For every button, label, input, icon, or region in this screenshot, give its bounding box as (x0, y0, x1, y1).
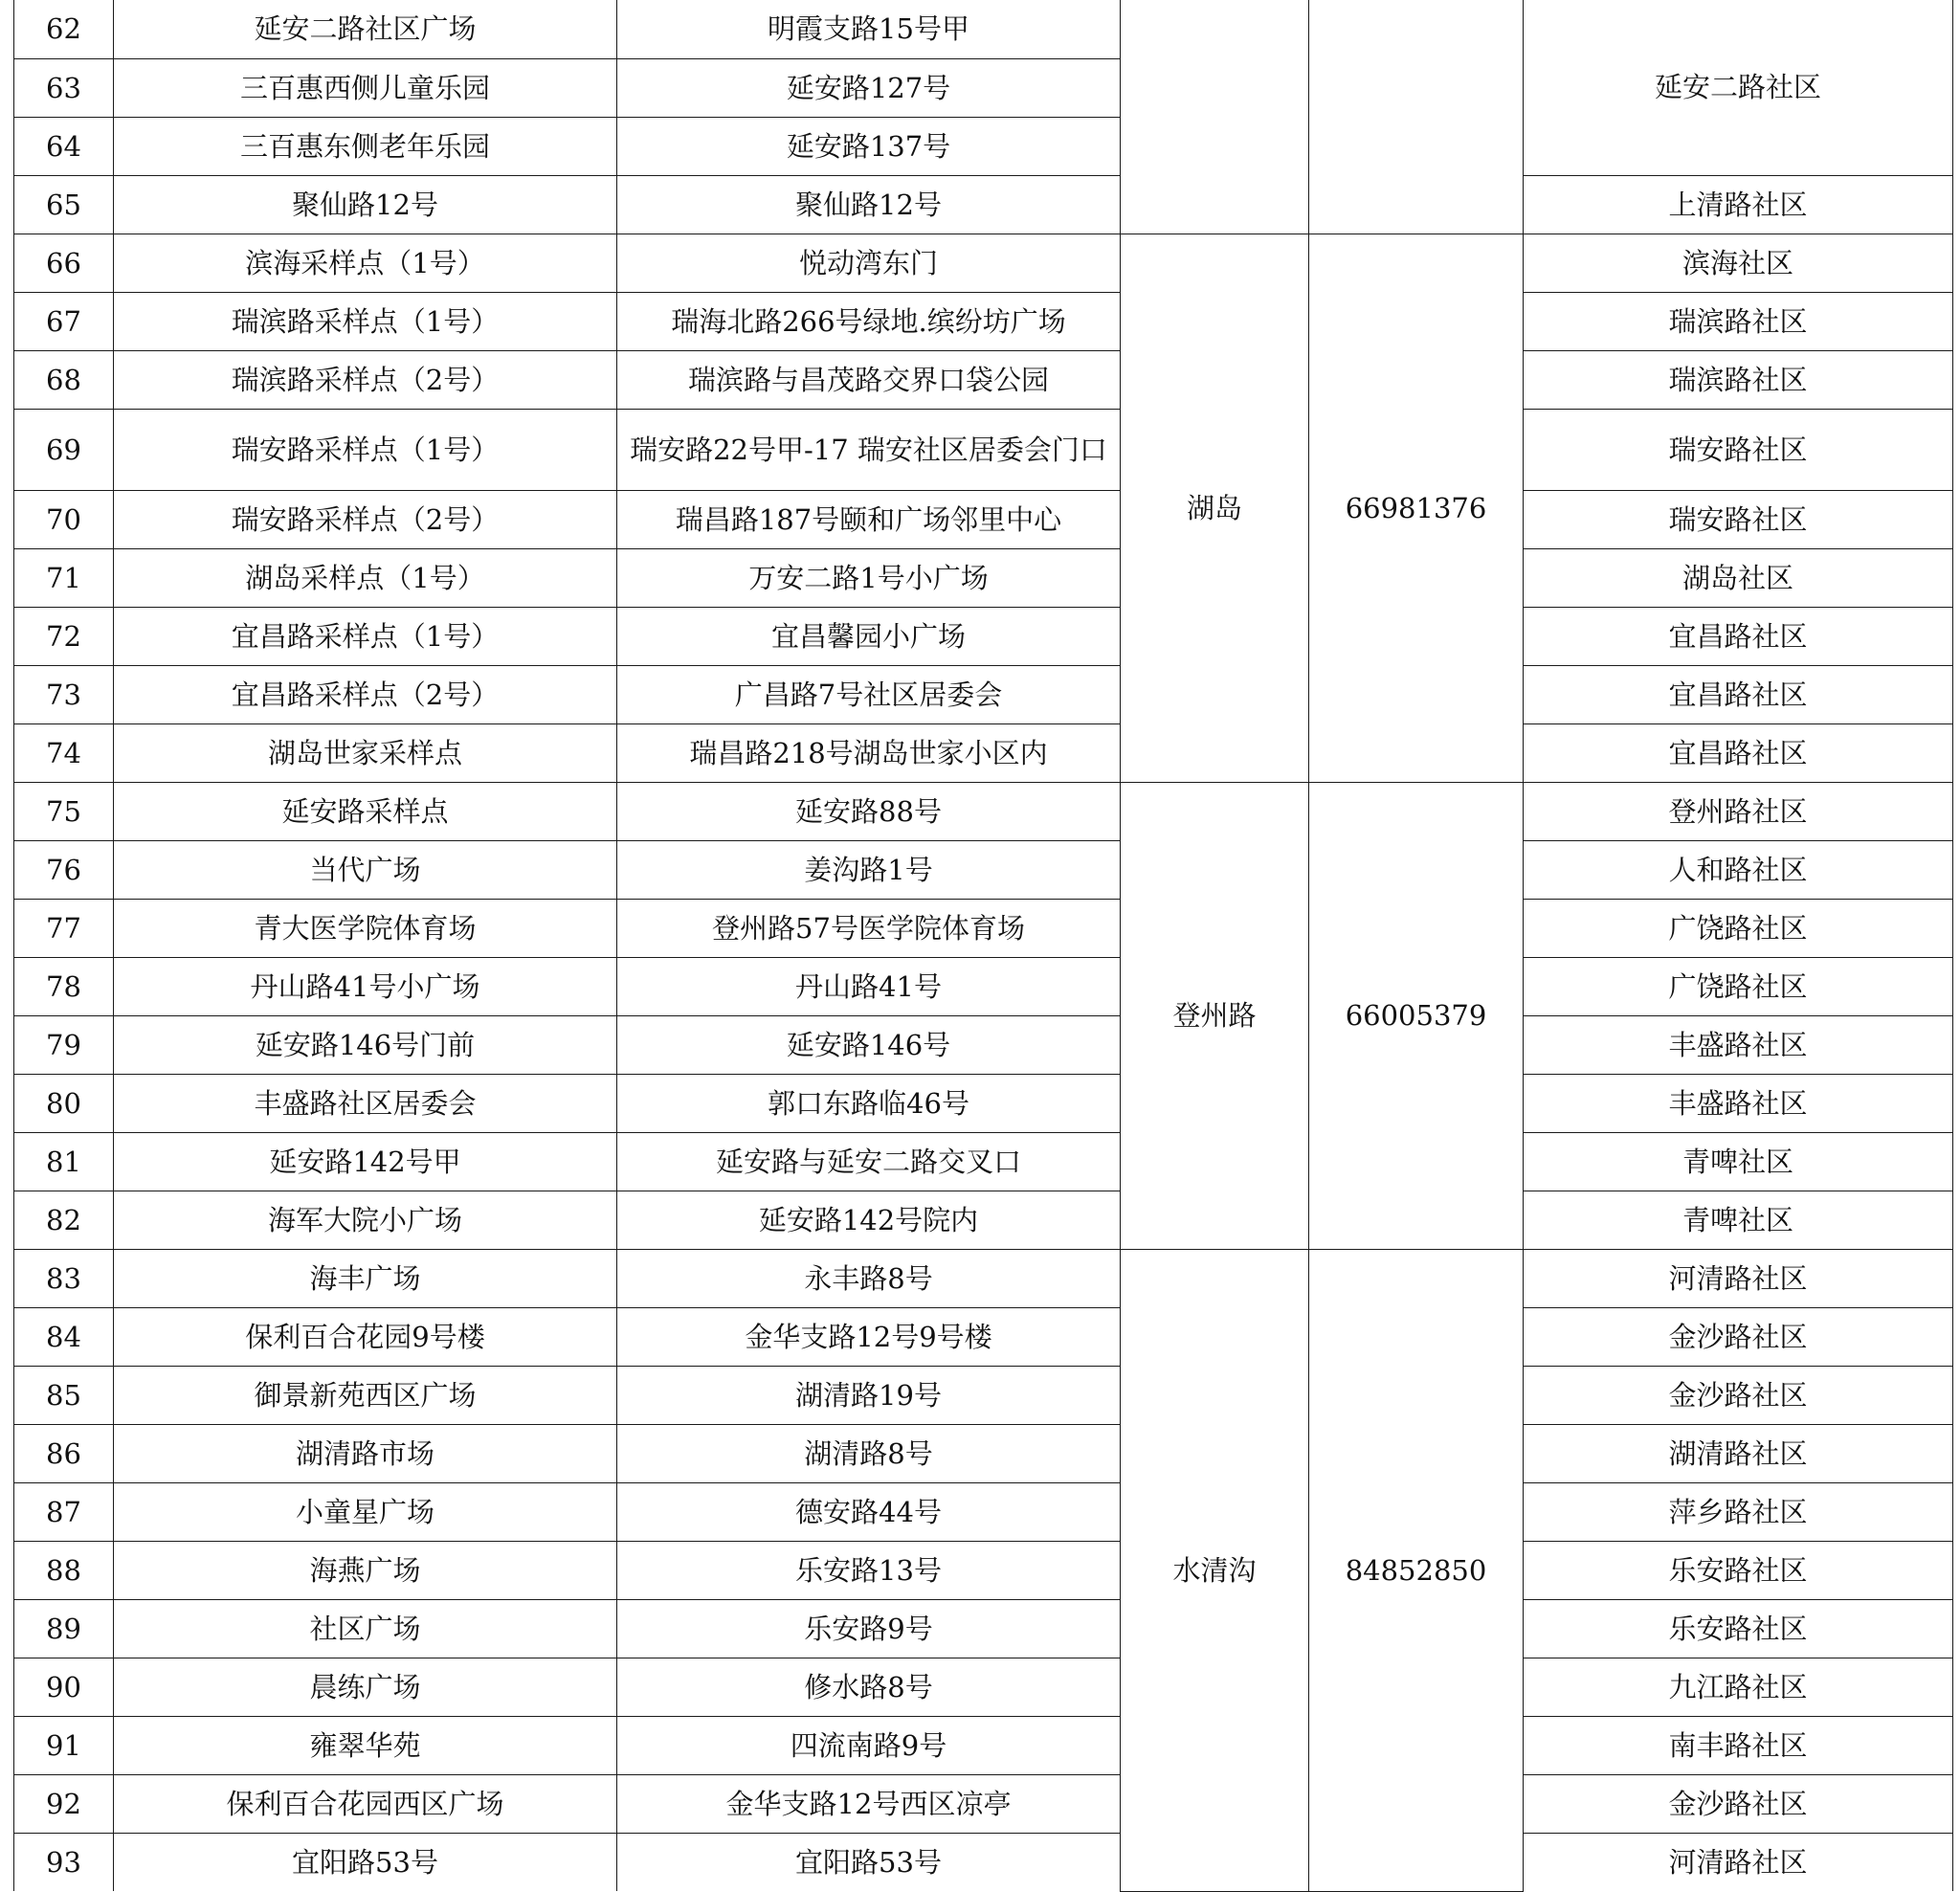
row-number: 72 (14, 607, 114, 665)
site-name: 宜昌路采样点（1号） (114, 607, 617, 665)
table-row (14, 1599, 1953, 1658)
community-cell: 丰盛路社区 (1524, 1074, 1953, 1132)
table-row (14, 1541, 1953, 1599)
site-address: 丹山路41号 (617, 957, 1121, 1015)
table-row (14, 548, 1953, 607)
community-cell: 南丰路社区 (1524, 1716, 1953, 1774)
site-name: 保利百合花园西区广场 (114, 1774, 617, 1833)
site-name: 延安路142号甲 (114, 1132, 617, 1191)
row-number: 84 (14, 1307, 114, 1366)
site-name: 三百惠西侧儿童乐园 (114, 58, 617, 117)
row-number: 73 (14, 665, 114, 723)
row-number: 93 (14, 1833, 114, 1891)
table-row (14, 1833, 1953, 1891)
table-row (14, 1774, 1953, 1833)
table-row (14, 175, 1953, 234)
row-number: 78 (14, 957, 114, 1015)
community-cell: 萍乡路社区 (1524, 1482, 1953, 1541)
table-row (14, 1716, 1953, 1774)
site-name: 海丰广场 (114, 1249, 617, 1307)
community-cell: 湖清路社区 (1524, 1424, 1953, 1482)
table-row (14, 1191, 1953, 1249)
community-cell: 人和路社区 (1524, 840, 1953, 899)
site-address: 登州路57号医学院体育场 (617, 899, 1121, 957)
site-name: 延安路采样点 (114, 782, 617, 840)
table-row (14, 1658, 1953, 1716)
row-number: 71 (14, 548, 114, 607)
row-number: 65 (14, 175, 114, 234)
site-address: 湖清路8号 (617, 1424, 1121, 1482)
row-number: 62 (14, 0, 114, 58)
site-name: 湖岛世家采样点 (114, 723, 617, 782)
community-cell: 湖岛社区 (1524, 548, 1953, 607)
community-cell: 丰盛路社区 (1524, 1015, 1953, 1074)
site-name: 湖岛采样点（1号） (114, 548, 617, 607)
site-address: 瑞海北路266号绿地.缤纷坊广场 (617, 292, 1121, 350)
site-address: 延安路142号院内 (617, 1191, 1121, 1249)
row-number: 86 (14, 1424, 114, 1482)
community-cell: 宜昌路社区 (1524, 723, 1953, 782)
table-row (14, 1366, 1953, 1424)
sampling-sites-table (13, 0, 1953, 1892)
table-row (14, 350, 1953, 409)
row-number: 83 (14, 1249, 114, 1307)
site-address: 瑞滨路与昌茂路交界口袋公园 (617, 350, 1121, 409)
site-address: 瑞昌路218号湖岛世家小区内 (617, 723, 1121, 782)
site-address: 宜昌馨园小广场 (617, 607, 1121, 665)
table-row (14, 0, 1953, 58)
row-number: 76 (14, 840, 114, 899)
phone-cell (1309, 0, 1524, 234)
row-number: 67 (14, 292, 114, 350)
row-number: 70 (14, 490, 114, 548)
street-cell: 登州路 (1121, 782, 1309, 1249)
site-address: 延安路与延安二路交叉口 (617, 1132, 1121, 1191)
community-cell: 乐安路社区 (1524, 1541, 1953, 1599)
site-name: 丹山路41号小广场 (114, 957, 617, 1015)
site-name: 丰盛路社区居委会 (114, 1074, 617, 1132)
site-address: 乐安路9号 (617, 1599, 1121, 1658)
site-address: 瑞安路22号甲-17 瑞安社区居委会门口 (617, 409, 1121, 490)
site-name: 滨海采样点（1号） (114, 234, 617, 292)
site-address: 聚仙路12号 (617, 175, 1121, 234)
community-cell: 河清路社区 (1524, 1833, 1953, 1891)
site-address: 金华支路12号西区凉亭 (617, 1774, 1121, 1833)
site-name: 聚仙路12号 (114, 175, 617, 234)
row-number: 80 (14, 1074, 114, 1132)
community-cell: 广饶路社区 (1524, 957, 1953, 1015)
table-row (14, 1424, 1953, 1482)
site-name: 晨练广场 (114, 1658, 617, 1716)
site-name: 三百惠东侧老年乐园 (114, 117, 617, 175)
community-cell: 河清路社区 (1524, 1249, 1953, 1307)
site-name: 海燕广场 (114, 1541, 617, 1599)
site-name: 延安路146号门前 (114, 1015, 617, 1074)
site-name: 瑞安路采样点（1号） (114, 409, 617, 490)
table-row (14, 957, 1953, 1015)
row-number: 85 (14, 1366, 114, 1424)
row-number: 77 (14, 899, 114, 957)
table-row (14, 1307, 1953, 1366)
row-number: 81 (14, 1132, 114, 1191)
community-cell: 金沙路社区 (1524, 1307, 1953, 1366)
site-address: 湖清路19号 (617, 1366, 1121, 1424)
site-name: 延安二路社区广场 (114, 0, 617, 58)
table-row (14, 840, 1953, 899)
site-name: 社区广场 (114, 1599, 617, 1658)
site-address: 延安路127号 (617, 58, 1121, 117)
row-number: 75 (14, 782, 114, 840)
site-name: 御景新苑西区广场 (114, 1366, 617, 1424)
community-cell: 上清路社区 (1524, 175, 1953, 234)
table-row (14, 234, 1953, 292)
table-row (14, 1132, 1953, 1191)
table-row (14, 723, 1953, 782)
table-row (14, 1015, 1953, 1074)
site-address: 永丰路8号 (617, 1249, 1121, 1307)
community-cell: 青啤社区 (1524, 1191, 1953, 1249)
community-cell: 瑞滨路社区 (1524, 292, 1953, 350)
table-row (14, 665, 1953, 723)
community-cell: 乐安路社区 (1524, 1599, 1953, 1658)
row-number: 66 (14, 234, 114, 292)
site-address: 乐安路13号 (617, 1541, 1121, 1599)
site-name: 小童星广场 (114, 1482, 617, 1541)
site-address: 悦动湾东门 (617, 234, 1121, 292)
site-address: 修水路8号 (617, 1658, 1121, 1716)
site-address: 延安路88号 (617, 782, 1121, 840)
site-name: 瑞安路采样点（2号） (114, 490, 617, 548)
table-row (14, 782, 1953, 840)
table-row (14, 607, 1953, 665)
site-address: 姜沟路1号 (617, 840, 1121, 899)
row-number: 89 (14, 1599, 114, 1658)
row-number: 79 (14, 1015, 114, 1074)
community-cell: 宜昌路社区 (1524, 665, 1953, 723)
row-number: 69 (14, 409, 114, 490)
community-cell: 瑞安路社区 (1524, 490, 1953, 548)
site-name: 当代广场 (114, 840, 617, 899)
site-address: 四流南路9号 (617, 1716, 1121, 1774)
site-name: 保利百合花园9号楼 (114, 1307, 617, 1366)
site-name: 湖清路市场 (114, 1424, 617, 1482)
table-row (14, 899, 1953, 957)
site-address: 瑞昌路187号颐和广场邻里中心 (617, 490, 1121, 548)
row-number: 63 (14, 58, 114, 117)
table-row (14, 490, 1953, 548)
table-row (14, 1074, 1953, 1132)
community-cell: 金沙路社区 (1524, 1774, 1953, 1833)
site-name: 宜昌路采样点（2号） (114, 665, 617, 723)
phone-cell: 84852850 (1309, 1249, 1524, 1891)
site-name: 宜阳路53号 (114, 1833, 617, 1891)
community-cell: 青啤社区 (1524, 1132, 1953, 1191)
community-cell: 九江路社区 (1524, 1658, 1953, 1716)
site-name: 海军大院小广场 (114, 1191, 617, 1249)
site-address: 郭口东路临46号 (617, 1074, 1121, 1132)
row-number: 82 (14, 1191, 114, 1249)
community-cell: 延安二路社区 (1524, 0, 1953, 175)
site-address: 延安路146号 (617, 1015, 1121, 1074)
row-number: 91 (14, 1716, 114, 1774)
community-cell: 广饶路社区 (1524, 899, 1953, 957)
site-name: 瑞滨路采样点（2号） (114, 350, 617, 409)
row-number: 74 (14, 723, 114, 782)
site-name: 瑞滨路采样点（1号） (114, 292, 617, 350)
street-cell: 水清沟 (1121, 1249, 1309, 1891)
site-address: 德安路44号 (617, 1482, 1121, 1541)
table-row (14, 292, 1953, 350)
table-row (14, 409, 1953, 490)
site-address: 宜阳路53号 (617, 1833, 1121, 1891)
street-cell: 湖岛 (1121, 234, 1309, 782)
community-cell: 瑞滨路社区 (1524, 350, 1953, 409)
site-address: 广昌路7号社区居委会 (617, 665, 1121, 723)
row-number: 64 (14, 117, 114, 175)
row-number: 68 (14, 350, 114, 409)
table-row (14, 1249, 1953, 1307)
site-address: 延安路137号 (617, 117, 1121, 175)
site-address: 万安二路1号小广场 (617, 548, 1121, 607)
community-cell: 宜昌路社区 (1524, 607, 1953, 665)
row-number: 88 (14, 1541, 114, 1599)
site-address: 明霞支路15号甲 (617, 0, 1121, 58)
site-name: 青大医学院体育场 (114, 899, 617, 957)
community-cell: 瑞安路社区 (1524, 409, 1953, 490)
row-number: 92 (14, 1774, 114, 1833)
community-cell: 金沙路社区 (1524, 1366, 1953, 1424)
row-number: 90 (14, 1658, 114, 1716)
street-cell (1121, 0, 1309, 234)
phone-cell: 66005379 (1309, 782, 1524, 1249)
site-address: 金华支路12号9号楼 (617, 1307, 1121, 1366)
table-row (14, 1482, 1953, 1541)
row-number: 87 (14, 1482, 114, 1541)
community-cell: 滨海社区 (1524, 234, 1953, 292)
phone-cell: 66981376 (1309, 234, 1524, 782)
site-name: 雍翠华苑 (114, 1716, 617, 1774)
community-cell: 登州路社区 (1524, 782, 1953, 840)
